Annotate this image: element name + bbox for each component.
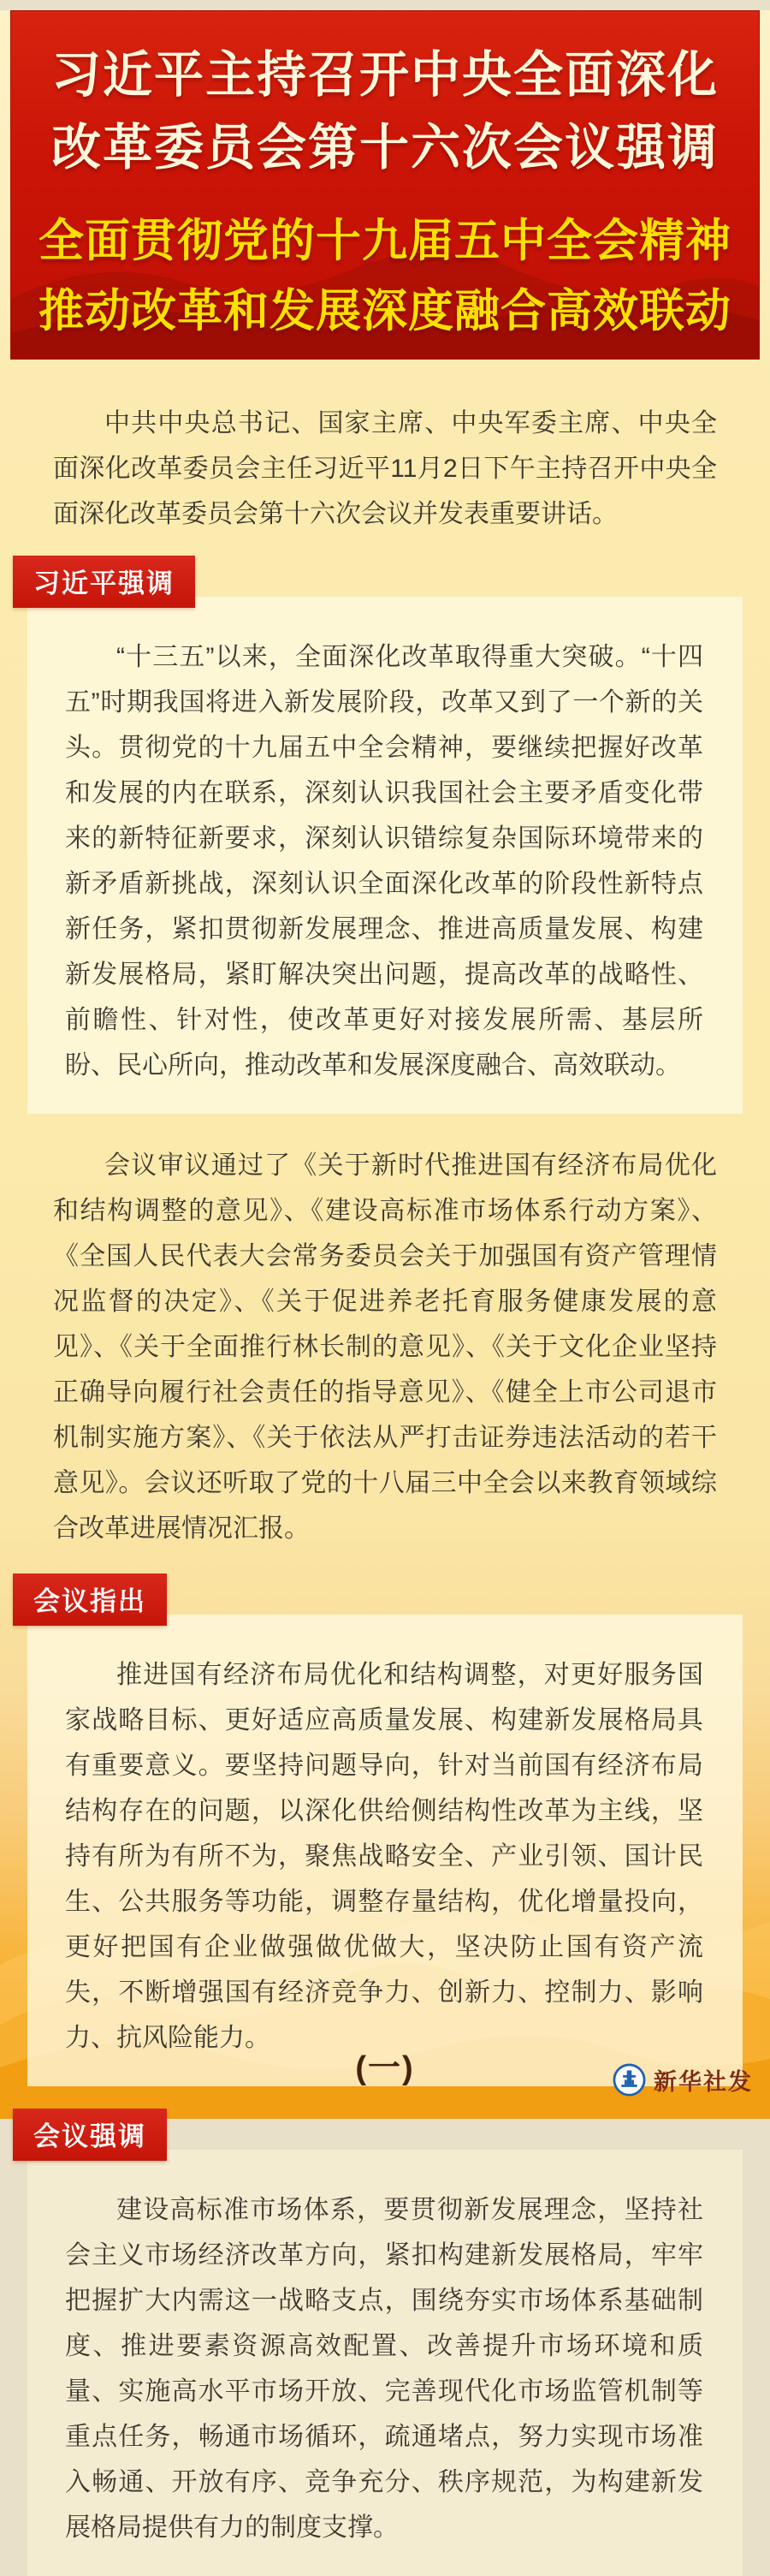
agency-credit	[613, 2063, 753, 2097]
xinhua-emblem-icon	[613, 2064, 645, 2096]
section-badge-xi-emphasized: 习近平强调	[13, 556, 195, 608]
xi-emphasized-text: “十三五”以来，全面深化改革取得重大突破。“十四五”时期我国将进入新发展阶段，改革又到了一个新的关头。贯彻党的十九届五中全会精神，要继续把握好改革和发展的内在联系，深刻认识我国社会主要矛盾变化带来的新特征新要求，深刻认识错综复杂国际环境带来的新矛盾新挑战，深刻认识全面深化改革的阶段性新特点新任务，紧扣贯彻新发展理念、推进高质量发展、构建新发展格局，紧盯解决突出问题，提高改革的战略性、前瞻性、针对性，使改革更好对接发展所需、基层所盼、民心所向，推动改革和发展深度融合、高效联动。	[65, 643, 703, 1080]
headline-text-block	[11, 11, 759, 347]
documents-reviewed-paragraph: 会议审议通过了《关于新时代推进国有经济布局优化和结构调整的意见》、《建设高标准市场体系行动方案》、《全国人民代表大会常务委员会关于加强国有资产管理情况监督的决定》、《关于促进养老托育服务健康发展的意见》、《关于全面推行林长制的意见》、《关于文化企业坚持正确导向履行社会责任的指导意见》、《健全上市公司退市机制实施方案》、《关于依法从严打击证券违法活动的若干意见》。会议还听取了党的十八届三中全会以来教育领域综合改革进展情况汇报。	[53, 1151, 717, 1543]
page-number-marker: (一)	[355, 2050, 415, 2086]
headline-line-4: 推动改革和发展深度融合高效联动	[38, 286, 732, 336]
headline-line-2: 改革委员会第十六次会议强调	[50, 120, 719, 176]
meeting-stressed-text: 建设高标准市场体系，要贯彻新发展理念，坚持社会主义市场经济改革方向，紧扣构建新发展格局，牢牢把握扩大内需这一战略支点，围绕夯实市场体系基础制度、推进要素资源高效配置、改善提升市场环境和质量、实施高水平市场开放、完善现代化市场监管机制等重点任务，畅通市场循环，疏通堵点，努力实现市场准入畅通、开放有序、竞争充分、秩序规范，为构建新发展格局提供有力的制度支撑。	[65, 2196, 703, 2542]
section-badge-meeting-stressed: 会议强调	[13, 2109, 167, 2161]
intro-paragraph: 中共中央总书记、国家主席、中央军委主席、中央全面深化改革委员会主任习近平11月2日下午主持召开中央全面深化改革委员会第十六次会议并发表重要讲话。	[53, 409, 717, 528]
quote-card-meeting-stressed	[27, 2150, 743, 2576]
meeting-pointed-text: 推进国有经济布局优化和结构调整，对更好服务国家战略目标、更好适应高质量发展、构建新发展格局具有重要意义。要坚持问题导向，针对当前国有经济布局结构存在的问题，以深化供给侧结构性改革为主线，坚持有所为有所不为，聚焦战略安全、产业引领、国计民生、公共服务等功能，调整存量结构，优化增量投向，更好把国有企业做强做优做大，坚决防止国有资产流失，不断增强国有经济竞争力、创新力、控制力、影响力、抗风险能力。	[65, 1661, 703, 2052]
headline-banner	[10, 10, 760, 360]
section-badge-meeting-pointed: 会议指出	[13, 1574, 167, 1626]
headline-line-1: 习近平主持召开中央全面深化	[50, 47, 719, 103]
quote-card-meeting-pointed	[27, 1615, 743, 2086]
headline-gap	[11, 184, 759, 206]
agency-credit-text: 新华社发	[654, 2069, 753, 2095]
headline-line-3: 全面贯彻党的十九届五中全会精神	[38, 216, 732, 266]
quote-card-xi-emphasized	[27, 597, 743, 1114]
infographic-page	[0, 10, 770, 2542]
